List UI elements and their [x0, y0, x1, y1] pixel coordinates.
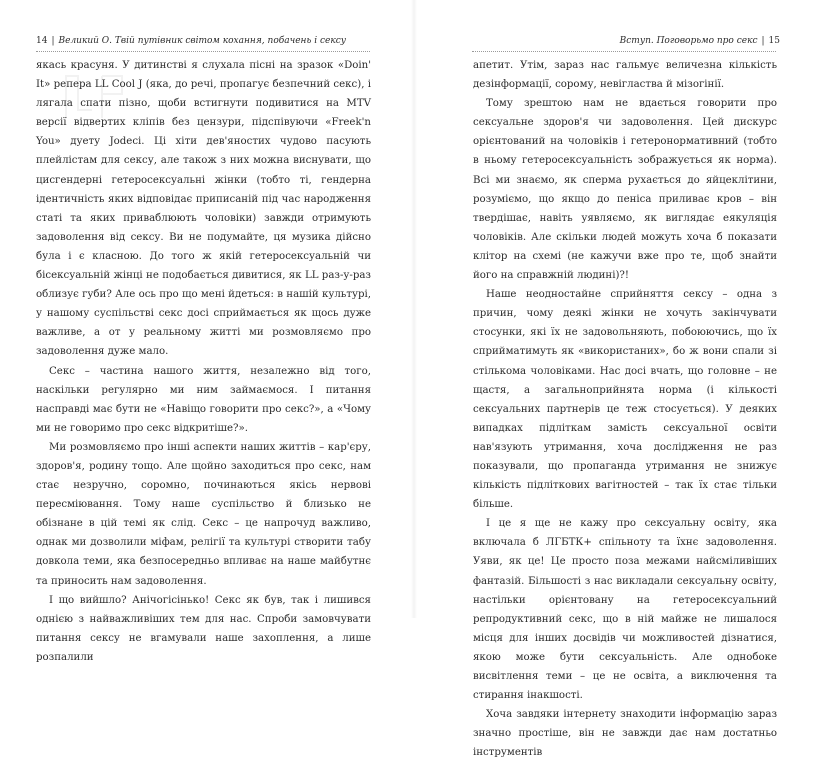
- paragraph: І це я ще не кажу про сексуальну освіту, яка включала б ЛГБТК+ спільноту та їхнє задоволення. Уяви, як це! Це просто поза межами найсміливіших фантазій. Більшості з нас викладали сексуальну освіту, настільки орієнтовану на гетеросексуальний репродуктивний секс, що в ній майже не лишалося місця для інших досвідів чи можливостей дізнатися, якою може бути сексуальність. Але однобоке висвітлення теми – це не освіта, а виключення та стирання інакшості.: [473, 518, 777, 702]
- header-chapter-title: Вступ. Поговорьмо про секс: [619, 36, 758, 46]
- right-page: [414, 0, 828, 759]
- header-divider: [36, 51, 370, 52]
- left-body-text: [36, 56, 371, 667]
- header-separator: |: [761, 36, 765, 46]
- paragraph: Хоча завдяки інтернету знаходити інформацію зараз значно простіше, він не завжди дає нам достатньо інструментів: [473, 709, 777, 759]
- paragraph: апетит. Утім, зараз нас гальмує величезна кількість дезінформації, сорому, невігластва й мізогінії.: [473, 60, 777, 91]
- right-page-number: 15: [768, 36, 780, 46]
- right-body-text: [473, 56, 777, 762]
- right-running-header: [620, 33, 780, 49]
- paragraph: Наше неодностайне сприйняття сексу – одна з причин, чому деякі жінки не хочуть закінчувати стосунки, які їх не задовольняють, побоюючись, що їх сприйматимуть як «використаних», бо ж вони спали зі стількома чоловіками. Нас досі вчать, що головне – не щастя, а загальноприйнята норма (і кількості сексуальних партнерів це теж стосується). У деяких випадках підліткам замість сексуальної освіти нав'язують утримання, хоча дослідження не раз показували, що пропаганда утримання не знижує кількість підліткових вагітностей – так їх стає тільки більше.: [473, 289, 777, 511]
- paragraph: Секс – частина нашого життя, незалежно від того, наскільки регулярно ми ним займаємося. І питання насправді має бути не «Навіщо говорити про секс?», а «Чому ми не говоримо про секс відкритіше?».: [36, 365, 371, 434]
- paragraph: Ми розмовляємо про інші аспекти наших життів – кар'єру, здоров'я, родину тощо. Але щойно заходиться про секс, нам стає незручно, соромно, починаються якісь нервові пересміювання. Тому наше суспільство й близько не обізнане в цій темі як слід. Секс – це напрочуд важливо, однак ми дозволили міфам, релігії та культурі створити табу довкола теми, яка безпосередньо впливає на наше майбутнє та приносить нам задоволення.: [36, 441, 371, 587]
- left-running-header: [36, 33, 346, 49]
- header-divider: [472, 51, 776, 52]
- paragraph: Тому зрештою нам не вдається говорити про сексуальне здоров'я чи задоволення. Цей дискурс орієнтований на чоловіків і гетеронормативний (тобто в ньому гетеросексуальність зображується як норма). Всі ми знаємо, як сперма рухається до яйцеклітини, розуміємо, що якщо до пеніса приливає кров – він твердішає, навіть уявляємо, як виглядає еякуляція чоловіків. Але скільки людей можуть хоча б показати клітор на схемі (не кажучи вже про те, щоб знайти його на справжній людині)?!: [473, 98, 777, 282]
- header-book-title: Твій путівник світом кохання, побачень і сексу: [114, 36, 346, 46]
- header-separator: |: [51, 36, 55, 46]
- left-page-number: 14: [36, 36, 48, 46]
- left-page: [0, 0, 414, 663]
- paragraph: якась красуня. У дитинстві я слухала пісні на зразок «Doin' It» репера LL Cool J (яка, до речі, пропагує безпечний секс), і лягала спати пізно, щоби встигнути подивитися на MTV версії відвертих кліпів без цензури, підспівуючи «Freek'n You» дуету Jodeci. Ці хіти дев'яностих чудово пасують плейлістам для сексу, але також з них можна виснувати, що цисгендерні гетеросексуальні жінки (тобто ті, гендерна ідентичність яких відповідає приписаній під час народження статі та яких приваблюють чоловіки) завжди отримують задоволення від сексу. Ви не подумайте, ця музика дійсно була і є класною. До того ж якій гетеросексуальній чи бісексуальній жінці не подобається дивитися, як LL раз-у-раз облизує губи? Але ось про що мені йдеться: в нашій культурі, у нашому суспільстві секс досі сприймається як щось дуже важливе, а от у реальному житті ми розмовляємо про задоволення дуже мало.: [36, 60, 371, 358]
- header-author: Великий О.: [58, 36, 113, 46]
- paragraph: І що вийшло? Анічогісінько! Секс як був, так і лишився однією з найважливіших тем для нас. Спроби замовчувати питання сексу не вгамували наше захоплення, а лише розпалили: [36, 594, 371, 663]
